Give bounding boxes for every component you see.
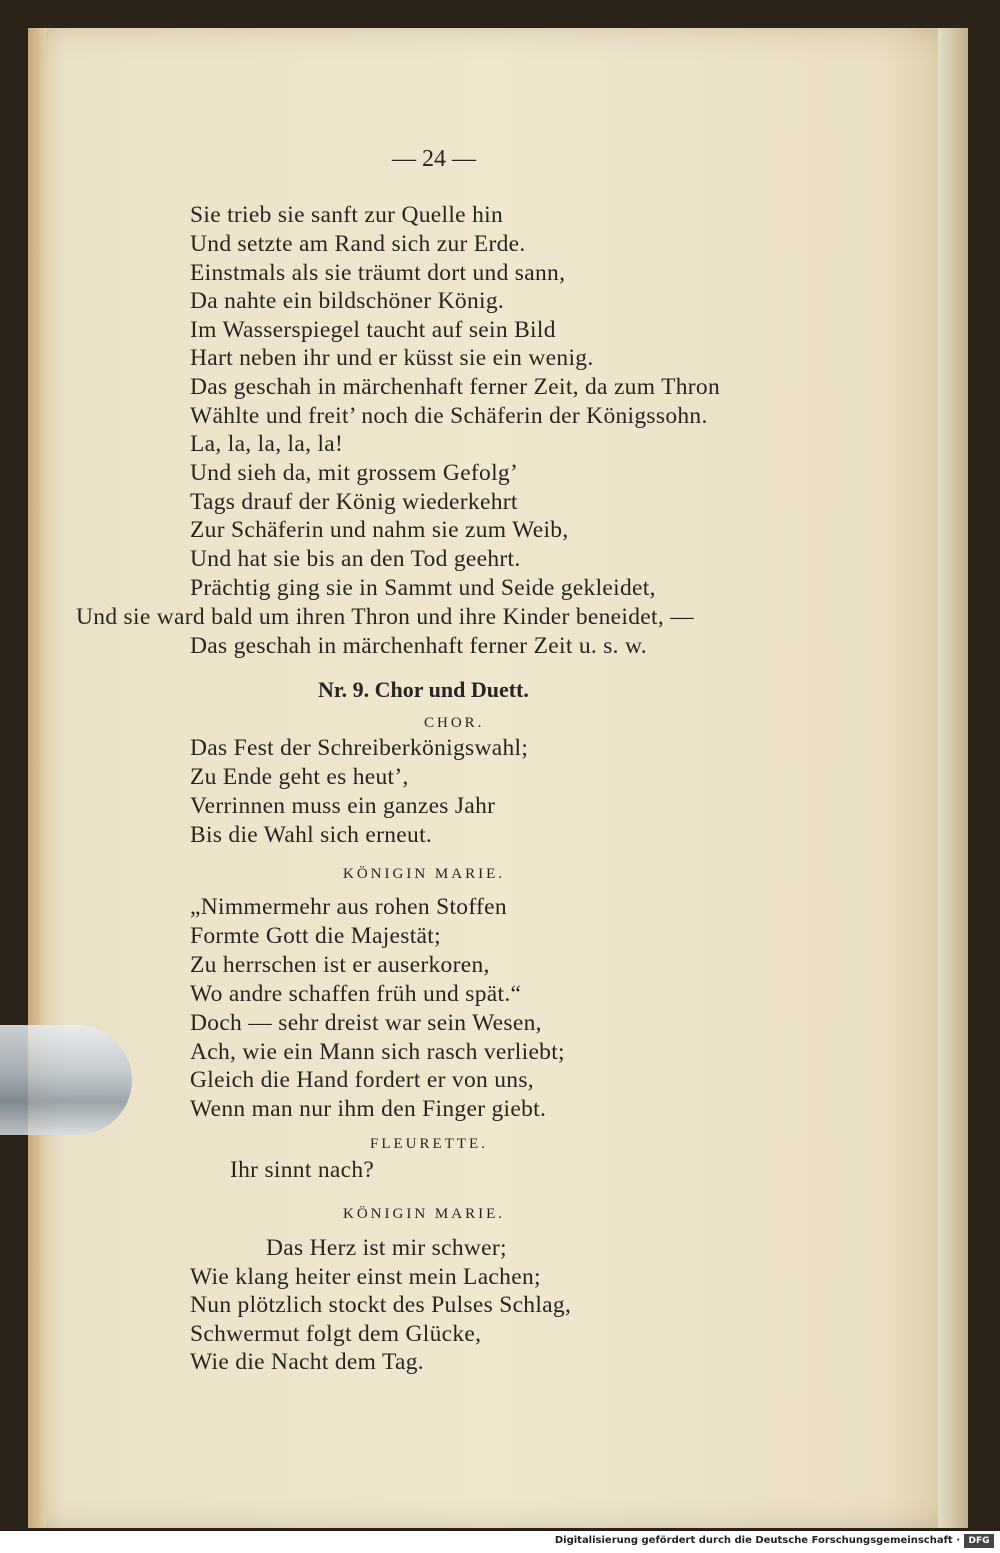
verse-line: Doch — sehr dreist war sein Wesen, [190, 1010, 542, 1036]
verse-line: Prächtig ging sie in Sammt und Seide gekleidet, [190, 575, 656, 601]
verse-line: Und setzte am Rand sich zur Erde. [190, 231, 526, 257]
verse-line: Und sie ward bald um ihren Thron und ihre Kinder beneidet, — [76, 604, 694, 630]
role-label-fleurette: FLEURETTE. [370, 1136, 488, 1152]
thumb-shadow [0, 1025, 132, 1135]
verse-line: Formte Gott die Majestät; [190, 923, 441, 949]
verse-line: Und sieh da, mit grossem Gefolg’ [190, 460, 519, 486]
verse-line: Das geschah in märchenhaft ferner Zeit u. s. w. [190, 633, 647, 659]
verse-line: Das Fest der Schreiberkönigswahl; [190, 735, 529, 761]
verse-line: Ihr sinnt nach? [230, 1157, 375, 1183]
page-number: — 24 — [392, 146, 476, 172]
verse-line: Wenn man nur ihm den Finger giebt. [190, 1096, 547, 1122]
verse-line: Gleich die Hand fordert er von uns, [190, 1067, 534, 1093]
verse-line: Und hat sie bis an den Tod geehrt. [190, 546, 521, 572]
verse-line: Im Wasserspiegel taucht auf sein Bild [190, 317, 556, 343]
page-edge [28, 28, 46, 1528]
verse-line: Das geschah in märchenhaft ferner Zeit, da zum Thron [190, 374, 720, 400]
book-spine [938, 28, 968, 1528]
dfg-logo: DFG [964, 1534, 994, 1548]
verse-line: Tags drauf der König wiederkehrt [190, 489, 518, 515]
verse-line: Hart neben ihr und er küsst sie ein wenig. [190, 345, 594, 371]
verse-line: Wählte und freit’ noch die Schäferin der Königssohn. [190, 403, 708, 429]
verse-line: Das Herz ist mir schwer; [266, 1235, 507, 1261]
verse-line: „Nimmermehr aus rohen Stoffen [190, 894, 507, 920]
verse-line: La, la, la, la, la! [190, 431, 344, 457]
verse-line: Schwermut folgt dem Glücke, [190, 1321, 482, 1347]
verse-line: Sie trieb sie sanft zur Quelle hin [190, 202, 504, 228]
footer-credit: Digitalisierung gefördert durch die Deutsche Forschungsgemeinschaft · [554, 1535, 960, 1546]
verse-line: Da nahte ein bildschöner König. [190, 288, 505, 314]
verse-line: Verrinnen muss ein ganzes Jahr [190, 793, 496, 819]
verse-line: Zu herrschen ist er auserkoren, [190, 952, 490, 978]
role-label-marie: KÖNIGIN MARIE. [343, 1206, 505, 1222]
verse-line: Zur Schäferin und nahm sie zum Weib, [190, 517, 569, 543]
verse-line: Bis die Wahl sich erneut. [190, 822, 433, 848]
role-label-chor: CHOR. [424, 715, 485, 731]
verse-line: Zu Ende geht es heut’, [190, 764, 409, 790]
verse-line: Ach, wie ein Mann sich rasch verliebt; [190, 1039, 565, 1065]
verse-line: Wie klang heiter einst mein Lachen; [190, 1264, 541, 1290]
verse-line: Einstmals als sie träumt dort und sann, [190, 260, 566, 286]
verse-line: Nun plötzlich stockt des Pulses Schlag, [190, 1292, 572, 1318]
verse-line: Wo andre schaffen früh und spät.“ [190, 981, 522, 1007]
verse-line: Wie die Nacht dem Tag. [190, 1349, 424, 1375]
section-heading: Nr. 9. Chor und Duett. [318, 677, 529, 702]
role-label-marie: KÖNIGIN MARIE. [343, 866, 505, 882]
footer-bar [0, 1531, 1000, 1553]
